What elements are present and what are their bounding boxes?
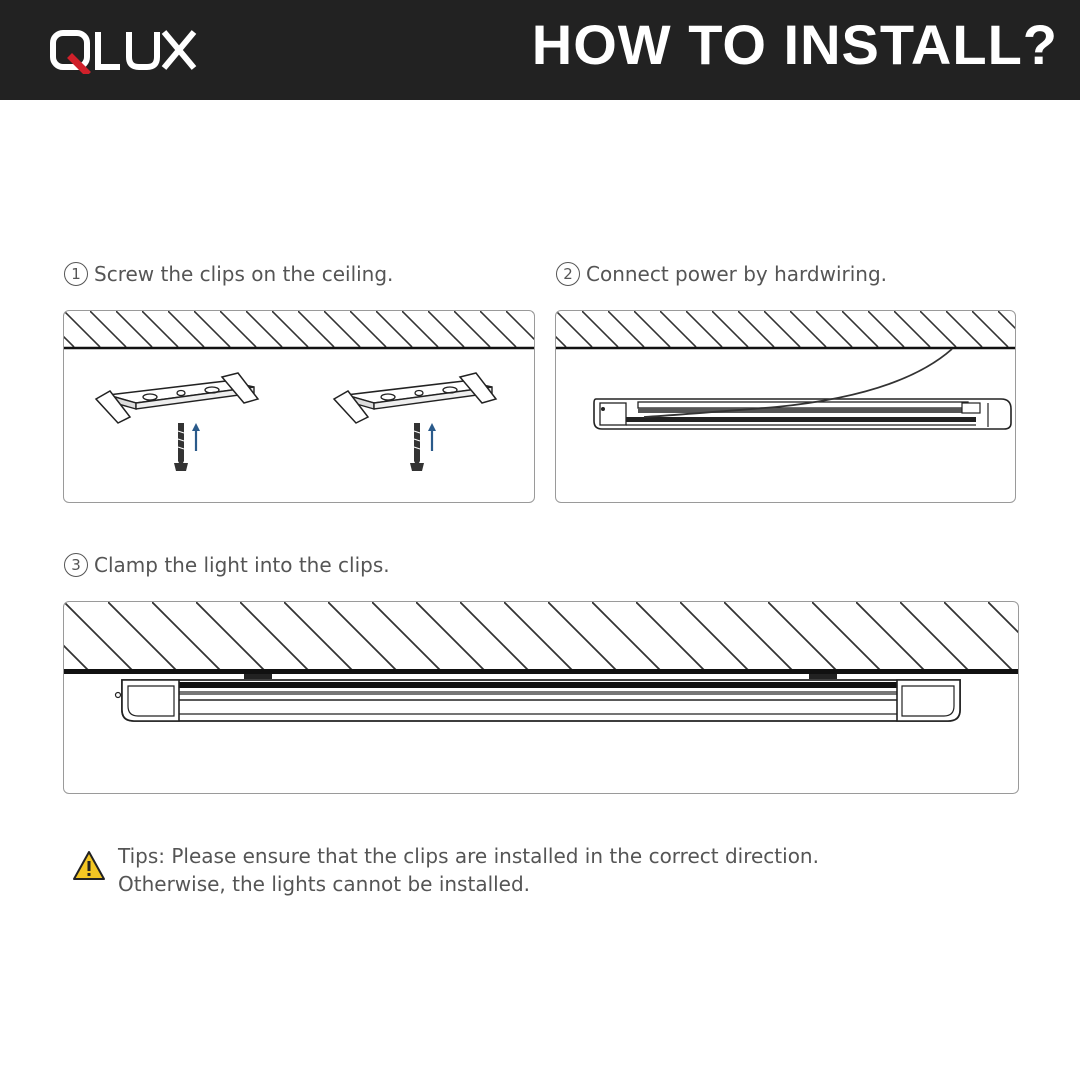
ceiling-line: [64, 669, 1019, 674]
step-1-text: Screw the clips on the ceiling.: [94, 262, 394, 286]
ceiling-hatch: [556, 311, 1016, 347]
clip-left: [244, 674, 272, 679]
step-2-illustration: [555, 310, 1016, 503]
light-fixture: [116, 680, 961, 721]
arrow-up-icon: [428, 423, 436, 451]
ceiling-hatch: [64, 311, 535, 347]
clip-right: [809, 674, 837, 679]
step-3-label: [64, 553, 390, 577]
header-bar: [0, 0, 1080, 100]
screw-right: [410, 423, 424, 471]
mounting-clip-right: [334, 373, 496, 423]
page-title: HOW TO INSTALL?: [531, 13, 1058, 76]
step-3-number: 3: [64, 553, 88, 577]
brand-logo: [50, 28, 200, 74]
step-3-illustration: [63, 601, 1019, 794]
tips-text: [118, 842, 819, 898]
mounting-clip-left: [96, 373, 258, 423]
tips-line-1: Tips: Please ensure that the clips are installed in the correct direction.: [118, 844, 819, 868]
step-3-text: Clamp the light into the clips.: [94, 553, 390, 577]
tips-line-2: Otherwise, the lights cannot be installed.: [118, 872, 531, 896]
warning-icon: [72, 850, 106, 882]
step-1-label: [64, 262, 393, 286]
step-2-number: 2: [556, 262, 580, 286]
step-2-label: [556, 262, 887, 286]
step-1-number: 1: [64, 262, 88, 286]
ceiling-hatch: [64, 602, 1019, 670]
screw-left: [174, 423, 188, 471]
arrow-up-icon: [192, 423, 200, 451]
step-1-illustration: [63, 310, 535, 503]
step-2-text: Connect power by hardwiring.: [586, 262, 888, 286]
